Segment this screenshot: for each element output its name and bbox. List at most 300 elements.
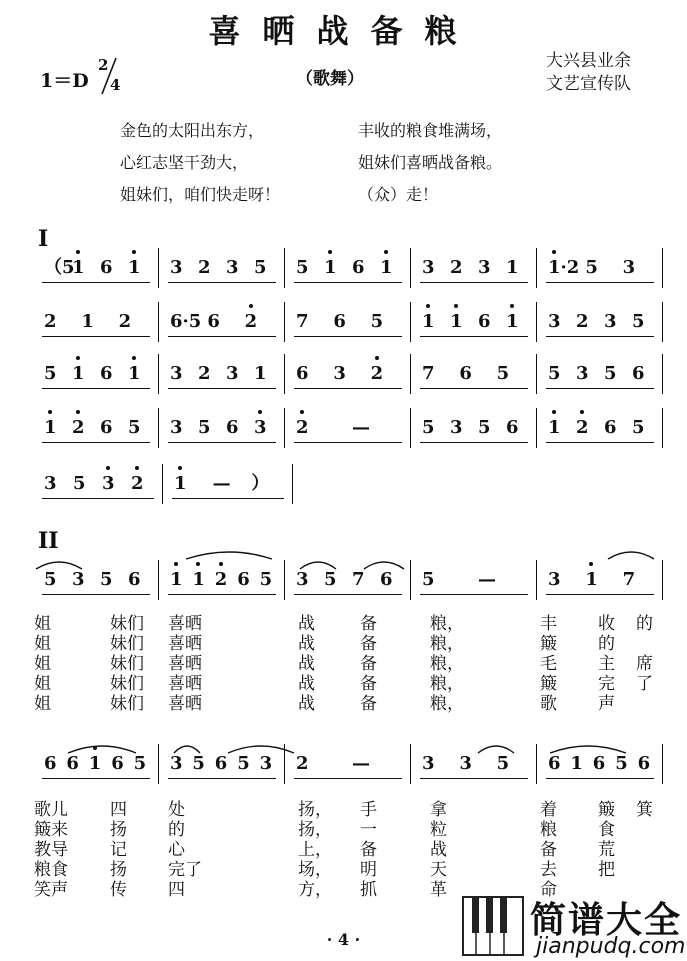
lyric-word: 完了 (168, 860, 202, 880)
beam-underline (420, 282, 528, 283)
lyric-word: 粮， (430, 654, 464, 674)
octave-dot (384, 250, 388, 254)
beam-underline (42, 778, 150, 779)
score-note: 3 (478, 257, 491, 278)
intro-line-3b: （众）走！ (358, 185, 439, 204)
slur-arc (184, 548, 274, 560)
lyric-word: 备 (360, 694, 377, 714)
lyric-word: 妹们 (110, 634, 144, 654)
lyric-word: 妹们 (110, 654, 144, 674)
beam-underline (294, 778, 402, 779)
lyric-word: 收 (598, 614, 615, 634)
lyric-word: 食 (598, 820, 615, 840)
lyric-word: 场， (298, 860, 332, 880)
score-note: 5 (296, 257, 309, 278)
score-note: 3 (102, 473, 115, 494)
octave-dot (76, 250, 80, 254)
barline (662, 248, 663, 288)
beam-underline (168, 282, 276, 283)
beam-underline (168, 442, 276, 443)
octave-dot (426, 304, 430, 308)
lyric-word: 歌 (540, 694, 557, 714)
score-note: 5 (496, 363, 510, 384)
lyric-word: 妹们 (110, 694, 144, 714)
score-note: 6 (128, 569, 141, 590)
author-line-2: 文艺宣传队 (546, 74, 631, 94)
lyric-word: 箕 (636, 800, 653, 820)
score-note: 1 (548, 417, 561, 438)
lyric-word: 备 (360, 840, 377, 860)
score-note: 6 (352, 257, 365, 278)
score-note: 3 (296, 569, 309, 590)
score-note: 5 (198, 417, 211, 438)
lyric-word: 战 (298, 634, 315, 654)
beam-underline (294, 442, 402, 443)
score-note: 3 (170, 417, 183, 438)
barline (536, 354, 537, 394)
score-note: 1 (128, 257, 141, 278)
lyric-word: 扬， (298, 800, 332, 820)
lyric-word: 明 (360, 860, 377, 880)
score-note: 1 (88, 753, 102, 774)
slur-arc (548, 742, 628, 754)
score-note: 7 (422, 363, 435, 384)
barline (162, 464, 163, 504)
meter-top: 2 (98, 56, 109, 74)
score-note: 3 (604, 311, 617, 332)
beam-underline (546, 778, 654, 779)
octave-dot (132, 250, 136, 254)
beam-underline (546, 388, 654, 389)
slur-arc (298, 558, 338, 570)
score-note: 2 (72, 417, 85, 438)
octave-dot (589, 562, 593, 566)
lyric-word: 粒 (430, 820, 447, 840)
barline (158, 744, 159, 784)
lyric-word: 备 (540, 840, 557, 860)
score-note: 6 (478, 311, 491, 332)
score-note: 6 (333, 311, 346, 332)
octave-dot (258, 410, 262, 414)
beam-underline (420, 336, 528, 337)
beam-underline (42, 498, 154, 499)
slur-arc (362, 558, 406, 570)
beam-underline (294, 388, 402, 389)
lyric-word: 去 (540, 860, 557, 880)
score-note: 1 (422, 311, 435, 332)
lyric-word: 着 (540, 800, 557, 820)
score-note: 6 (226, 417, 239, 438)
lyric-word: 完 (598, 674, 615, 694)
score-note: 1 (44, 417, 57, 438)
score-note: 1 (174, 473, 187, 494)
score-note: 2 (198, 363, 211, 384)
score-note: 1 (72, 257, 85, 278)
beam-underline (294, 336, 402, 337)
beam-underline (546, 442, 654, 443)
score-note: 5 (496, 753, 510, 774)
score-note: 5 (604, 363, 617, 384)
beam-underline (168, 778, 276, 779)
score-note: 6 (637, 753, 651, 774)
score-note: 3 (459, 753, 472, 774)
lyric-word: 命 (540, 880, 557, 900)
score-note: 5 (422, 569, 435, 590)
score-note: 1 (170, 569, 183, 590)
score-note: 2 (576, 417, 589, 438)
score-note: 2 (370, 363, 384, 384)
score-note: 5 (585, 257, 598, 278)
lyric-word: 喜晒 (168, 694, 202, 714)
section-marker-2: II (38, 528, 59, 554)
octave-dot (174, 562, 178, 566)
octave-dot (300, 410, 304, 414)
slur-arc (66, 742, 138, 754)
barline (662, 354, 663, 394)
score-note: 1 (506, 311, 519, 332)
score-note: 5 (128, 417, 141, 438)
barline (662, 744, 663, 784)
lyric-word: 粮， (430, 614, 464, 634)
lyric-word: 的 (168, 820, 185, 840)
score-note: 1 (506, 257, 519, 278)
lyric-word: 把 (598, 860, 615, 880)
barline (410, 248, 411, 288)
score-note: 6 (632, 363, 645, 384)
lyric-word: 战 (298, 694, 315, 714)
lyric-word: 喜晒 (168, 634, 202, 654)
score-note: 6 (237, 569, 250, 590)
lyric-word: 姐 (34, 614, 51, 634)
octave-dot (219, 562, 223, 566)
score-note: 5 (632, 311, 645, 332)
score-note: — (352, 417, 370, 438)
score-note: 5 (259, 569, 273, 590)
lyric-word: 抓 (360, 880, 377, 900)
lyric-word: 记 (110, 840, 127, 860)
score-note: （5 (44, 257, 75, 278)
barline (158, 354, 159, 394)
score-note: — (478, 569, 496, 590)
score-note: 2 (296, 417, 309, 438)
score-note: 3 (450, 417, 463, 438)
beam-underline (294, 282, 402, 283)
lyric-word: 姐 (34, 634, 51, 654)
intro-line-1a: 金色的太阳出东方， (120, 121, 265, 140)
score-note: 5 (615, 753, 628, 774)
barline (292, 464, 293, 504)
octave-dot (76, 410, 80, 414)
score-note: 5 (44, 363, 57, 384)
lyric-word: 簸来 (34, 820, 68, 840)
octave-dot (552, 250, 556, 254)
lyric-word: 战 (298, 654, 315, 674)
beam-underline (42, 336, 150, 337)
score-note: 5 (237, 753, 250, 774)
lyric-word: 方， (298, 880, 332, 900)
octave-dot (249, 304, 253, 308)
watermark-cn: 简谱大全 (530, 900, 683, 941)
score-note: — (352, 753, 370, 774)
score-note: 3 (548, 569, 561, 590)
score-note: 2 (450, 257, 463, 278)
score-note: 3 (333, 363, 346, 384)
lyric-word: 喜晒 (168, 654, 202, 674)
lyric-word: 处 (168, 800, 185, 820)
octave-dot (454, 304, 458, 308)
lyric-word: 粮， (430, 674, 464, 694)
octave-dot (178, 466, 182, 470)
score-note: 1 (72, 363, 85, 384)
lyric-word: 战 (430, 840, 447, 860)
score-note: 6 (380, 569, 393, 590)
score-note: 3 (170, 363, 183, 384)
score-note: 5 (44, 569, 57, 590)
barline (662, 302, 663, 342)
barline (284, 248, 285, 288)
score-note: 6·5 (170, 311, 202, 332)
score-note: 1 (585, 569, 598, 590)
score-note: 3 (170, 753, 183, 774)
score-note: 5 (478, 417, 491, 438)
score-note: 7 (352, 569, 365, 590)
beam-underline (294, 594, 402, 595)
score-note: 2 (296, 753, 309, 774)
lyric-word: 簸 (540, 674, 557, 694)
lyric-word: 扬， (298, 820, 332, 840)
lyric-word: 姐 (34, 674, 51, 694)
score-note: 1 (450, 311, 463, 332)
score-note: 1 (254, 363, 267, 384)
score-note: 1 (81, 311, 94, 332)
barline (158, 248, 159, 288)
beam-underline (172, 498, 284, 499)
octave-dot (328, 250, 332, 254)
score-note: 5 (548, 363, 561, 384)
slur-arc (34, 558, 84, 570)
lyric-word: 革 (430, 880, 447, 900)
genre-label: （歌舞） (296, 69, 364, 89)
lyric-word: 歌儿 (34, 800, 68, 820)
lyric-word: 四 (168, 880, 185, 900)
lyric-word: 簸 (598, 800, 615, 820)
beam-underline (42, 388, 150, 389)
lyric-word: 四 (110, 800, 127, 820)
lyric-word: 扬 (110, 820, 127, 840)
intro-line-2a: 心红志坚干劲大， (120, 153, 249, 172)
slur-arc (226, 742, 296, 754)
octave-dot (106, 466, 110, 470)
score-note: 1 (324, 257, 337, 278)
score-note: 3 (226, 257, 239, 278)
barline (284, 408, 285, 448)
score-note: 5 (632, 417, 645, 438)
beam-underline (420, 442, 528, 443)
score-note: 2 (244, 311, 258, 332)
score-note: 2 (131, 473, 144, 494)
barline (284, 560, 285, 600)
score-note: 3 (422, 753, 435, 774)
lyric-word: 妹们 (110, 674, 144, 694)
score-note: 3 (622, 257, 636, 278)
lyric-word: 拿 (430, 800, 447, 820)
score-note: 6 (548, 753, 561, 774)
score-note: 3 (576, 363, 589, 384)
octave-dot (48, 410, 52, 414)
song-title: 喜晒战备粮 (208, 12, 479, 50)
octave-dot (580, 410, 584, 414)
lyric-word: 备 (360, 634, 377, 654)
beam-underline (168, 336, 276, 337)
score-note: 6 (207, 311, 220, 332)
barline (662, 560, 663, 600)
slur-arc (172, 742, 202, 754)
score-note: 3 (226, 363, 239, 384)
barline (410, 560, 411, 600)
lyric-word: 主 (598, 654, 615, 674)
score-note: 1·2 (548, 257, 580, 278)
beam-underline (42, 442, 150, 443)
score-note: 7 (296, 311, 309, 332)
score-note: 1 (380, 257, 393, 278)
barline (662, 408, 663, 448)
lyric-word: 粮， (430, 634, 464, 654)
score-note: 3 (170, 257, 183, 278)
score-note: 5 (324, 569, 337, 590)
octave-dot (132, 356, 136, 360)
barline (410, 408, 411, 448)
score-note: 3 (548, 311, 561, 332)
intro-line-3a: 姐妹们，咱们快走呀！ (120, 185, 281, 204)
lyric-word: 喜晒 (168, 614, 202, 634)
score-note: 6 (459, 363, 472, 384)
lyric-word: 天 (430, 860, 447, 880)
lyric-word: 传 (110, 880, 127, 900)
lyric-word: 粮 (540, 820, 557, 840)
barline (410, 354, 411, 394)
lyric-word: 的 (598, 634, 615, 654)
score-note: — (212, 473, 231, 494)
lyric-word: 战 (298, 674, 315, 694)
barline (158, 560, 159, 600)
score-note: 7 (622, 569, 636, 590)
lyric-word: 手 (360, 800, 377, 820)
beam-underline (168, 594, 276, 595)
score-note: 2 (214, 569, 228, 590)
score-note: 6 (111, 753, 124, 774)
score-note: 5 (254, 257, 267, 278)
score-note: 2 (576, 311, 589, 332)
octave-dot (510, 304, 514, 308)
score-note: 5 (73, 473, 86, 494)
beam-underline (420, 594, 528, 595)
score-note: 6 (100, 363, 113, 384)
author-block (546, 50, 631, 96)
lyric-word: 荒 (598, 840, 615, 860)
lyric-word: 的 (636, 614, 653, 634)
lyric-word: 了 (636, 674, 653, 694)
lyric-word: 声 (598, 694, 615, 714)
lyric-word: 扬 (110, 860, 127, 880)
score-note: 1 (192, 569, 205, 590)
lyric-word: 粮， (430, 694, 464, 714)
slur-arc (476, 742, 516, 754)
score-note: 1 (128, 363, 141, 384)
score-note: 3 (72, 569, 85, 590)
score-note: 6 (100, 257, 113, 278)
beam-underline (420, 778, 528, 779)
octave-dot (196, 562, 200, 566)
lyric-word: 姐 (34, 694, 51, 714)
lyric-word: 毛 (540, 654, 557, 674)
time-signature (96, 56, 122, 96)
lyric-word: 丰 (540, 614, 557, 634)
section-marker-1: I (38, 226, 49, 252)
barline (158, 302, 159, 342)
lyric-word: 教导 (34, 840, 68, 860)
score-note: 2 (44, 311, 57, 332)
score-note: 6 (592, 753, 606, 774)
score-note: 6 (66, 753, 79, 774)
barline (158, 408, 159, 448)
lyric-word: 备 (360, 614, 377, 634)
score-note: 5 (133, 753, 147, 774)
lyric-word: 喜晒 (168, 674, 202, 694)
score-note: ） (251, 473, 270, 494)
score-note: 5 (192, 753, 205, 774)
watermark-logo (462, 892, 687, 961)
watermark-en: jianpudq.com (536, 934, 686, 959)
octave-dot (135, 466, 139, 470)
lyric-word: 簸 (540, 634, 557, 654)
score-note: 3 (254, 417, 267, 438)
intro-line-2b: 姐妹们喜晒战备粮。 (358, 153, 503, 172)
lyric-word: 粮食 (34, 860, 68, 880)
beam-underline (420, 388, 528, 389)
slur-arc (606, 548, 656, 560)
score-note: 6 (604, 417, 617, 438)
score-note: 3 (44, 473, 57, 494)
barline (410, 744, 411, 784)
lyric-word: 一 (360, 820, 377, 840)
score-note: 5 (422, 417, 435, 438)
octave-dot (76, 356, 80, 360)
author-line-1: 大兴县业余 (546, 51, 631, 71)
meter-bottom: 4 (110, 76, 121, 94)
score-note: 3 (259, 753, 273, 774)
score-note: 3 (422, 257, 435, 278)
barline (536, 248, 537, 288)
octave-dot (552, 410, 556, 414)
barline (536, 744, 537, 784)
page-number: · 4 · (326, 930, 361, 949)
barline (536, 302, 537, 342)
piano-keys-icon (462, 896, 524, 956)
lyric-word: 备 (360, 674, 377, 694)
barline (536, 408, 537, 448)
lyric-word: 妹们 (110, 614, 144, 634)
score-note: 6 (214, 753, 228, 774)
octave-dot (375, 356, 379, 360)
lyric-word: 备 (360, 654, 377, 674)
lyric-word: 笑声 (34, 880, 68, 900)
beam-underline (42, 282, 150, 283)
lyric-word: 姐 (34, 654, 51, 674)
score-note: 2 (198, 257, 211, 278)
beam-underline (546, 336, 654, 337)
score-note: 6 (100, 417, 113, 438)
lyric-word: 心 (168, 840, 185, 860)
